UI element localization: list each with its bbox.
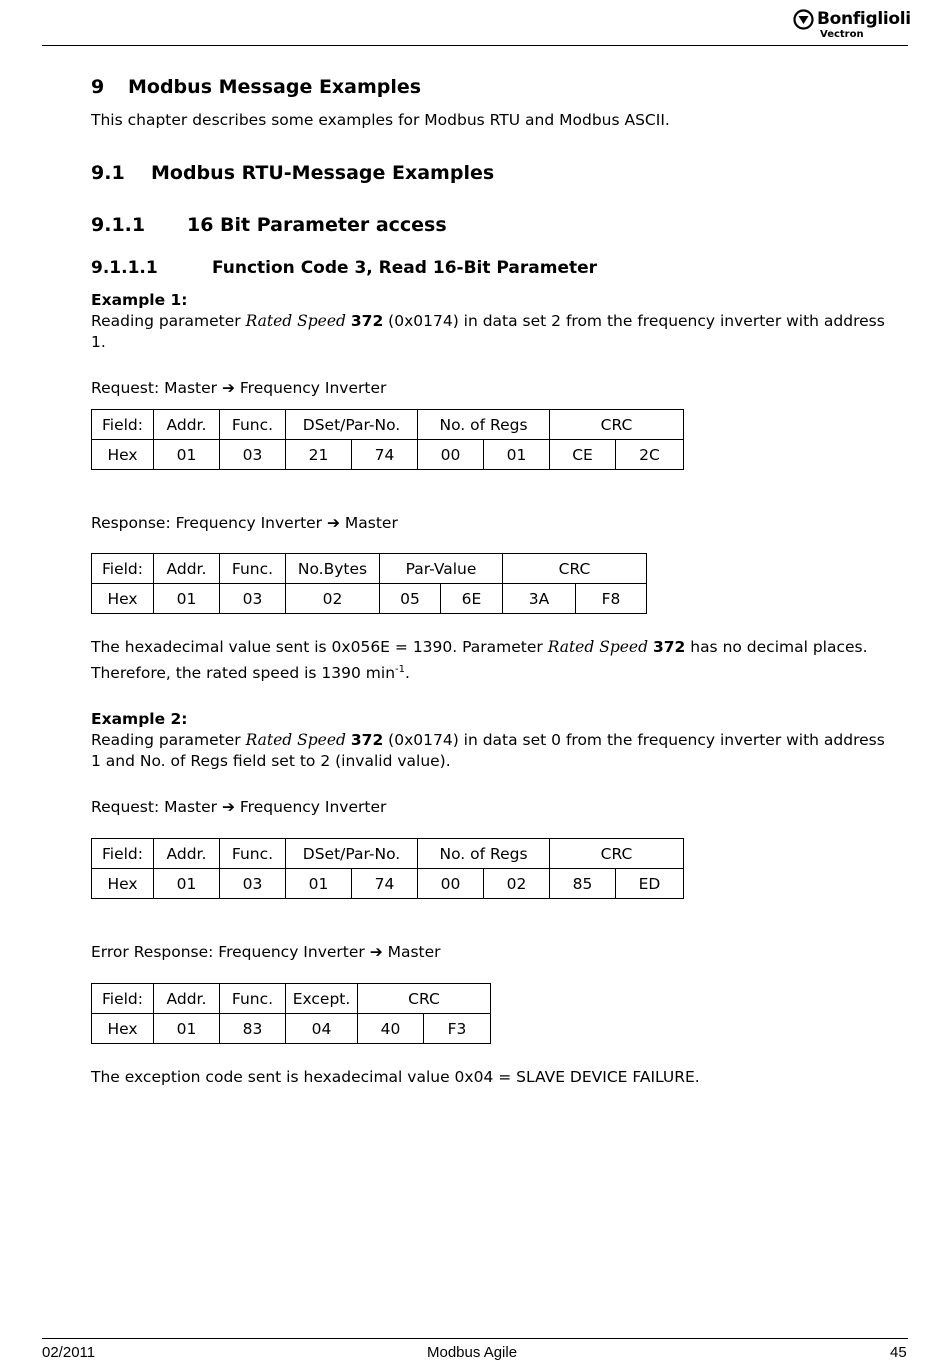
bonfiglioli-logo-icon: [793, 9, 814, 30]
header-cell: Field:: [92, 839, 154, 869]
header-cell: DSet/Par-No.: [286, 839, 418, 869]
header-cell: Addr.: [154, 554, 220, 584]
example-1-param-name: Rated Speed: [245, 312, 346, 330]
table-cell: 3A: [503, 584, 576, 614]
header-cell: No. of Regs: [418, 839, 550, 869]
table-cell: 01: [154, 1014, 220, 1044]
example-1-note-b: has no decimal places.: [685, 638, 868, 656]
section-9-1-1-1-number: 9.1.1.1: [91, 258, 158, 278]
example-1-text-a: Reading parameter: [91, 312, 246, 330]
example-1-request-table: [91, 409, 684, 470]
example-1-response-caption: Response: Frequency Inverter ➔ Master: [91, 514, 398, 532]
footer-title: Modbus Agile: [427, 1344, 518, 1361]
example-1-note: [91, 637, 868, 658]
table-cell: Hex: [92, 440, 154, 470]
header-cell: Addr.: [154, 984, 220, 1014]
example-2-param-num: 372: [350, 731, 384, 749]
example-1-note-param-num: 372: [652, 638, 686, 656]
example-2-param-name: Rated Speed: [245, 731, 346, 749]
header-cell: Field:: [92, 554, 154, 584]
example-1-note-param-name: Rated Speed: [547, 638, 649, 656]
table-cell: 02: [484, 869, 550, 899]
table-cell: 02: [286, 584, 380, 614]
logo-brand: Bonfiglioli: [817, 9, 911, 29]
table-header-row: [92, 839, 684, 869]
example-1-note-c: Therefore, the rated speed is 1390 min: [91, 664, 396, 682]
example-2-request-caption: Request: Master ➔ Frequency Inverter: [91, 798, 387, 816]
example-1-note-sup: -1: [395, 663, 406, 675]
header-cell: Func.: [220, 554, 286, 584]
table-cell: 01: [154, 869, 220, 899]
table-cell: 85: [550, 869, 616, 899]
header-cell: Func.: [220, 410, 286, 440]
example-2-text-b: (0x0174) in data set 0 from the frequency inverter with address: [383, 731, 885, 749]
example-1-text-c: 1.: [91, 333, 106, 351]
table-header-row: [92, 410, 684, 440]
header-cell: Except.: [286, 984, 358, 1014]
example-2-label: Example 2:: [91, 710, 188, 728]
table-cell: CE: [550, 440, 616, 470]
example-2-request-table: [91, 838, 684, 899]
table-cell: 74: [352, 869, 418, 899]
section-9-number: 9: [91, 76, 105, 98]
section-9-1-1-number: 9.1.1: [91, 214, 146, 236]
header-cell: No. of Regs: [418, 410, 550, 440]
table-header-row: [92, 984, 491, 1014]
header-cell: Field:: [92, 410, 154, 440]
table-cell: 74: [352, 440, 418, 470]
footer-rule: [42, 1338, 908, 1339]
header-rule: [42, 45, 908, 46]
header-cell: Addr.: [154, 839, 220, 869]
table-cell: 05: [380, 584, 441, 614]
logo-sub: Vectron: [820, 29, 864, 40]
section-9-1-title: Modbus RTU-Message Examples: [151, 162, 495, 184]
table-cell: 00: [418, 440, 484, 470]
footer-date: 02/2011: [42, 1344, 96, 1361]
example-2-text: [91, 730, 885, 751]
header-cell: DSet/Par-No.: [286, 410, 418, 440]
table-cell: ED: [616, 869, 684, 899]
section-9-1-1-1-title: Function Code 3, Read 16-Bit Parameter: [212, 258, 598, 278]
section-9-1-number: 9.1: [91, 162, 125, 184]
example-2-note: The exception code sent is hexadecimal value 0x04 = SLAVE DEVICE FAILURE.: [91, 1068, 700, 1086]
table-cell: 00: [418, 869, 484, 899]
table-cell: 21: [286, 440, 352, 470]
section-9-1-1-title: 16 Bit Parameter access: [187, 214, 447, 236]
table-cell: 83: [220, 1014, 286, 1044]
header-cell: CRC: [550, 839, 684, 869]
header-cell: CRC: [503, 554, 647, 584]
table-row: [92, 440, 684, 470]
table-cell: F3: [424, 1014, 491, 1044]
table-cell: 6E: [441, 584, 503, 614]
table-cell: F8: [576, 584, 647, 614]
example-2-error-table: [91, 983, 491, 1044]
example-1-note-line2: [91, 663, 410, 684]
header-cell: Addr.: [154, 410, 220, 440]
table-cell: 03: [220, 869, 286, 899]
header-cell: No.Bytes: [286, 554, 380, 584]
header-cell: CRC: [358, 984, 491, 1014]
table-cell: Hex: [92, 1014, 154, 1044]
example-2-error-caption: Error Response: Frequency Inverter ➔ Master: [91, 943, 441, 961]
section-9-title: Modbus Message Examples: [128, 76, 422, 98]
example-2-text-a: Reading parameter: [91, 731, 246, 749]
header-cell: Par-Value: [380, 554, 503, 584]
table-cell: 01: [286, 869, 352, 899]
header-cell: Field:: [92, 984, 154, 1014]
table-header-row: [92, 554, 647, 584]
table-row: [92, 1014, 491, 1044]
example-1-text: [91, 311, 885, 332]
example-1-param-num: 372: [350, 312, 384, 330]
table-cell: Hex: [92, 584, 154, 614]
header-cell: CRC: [550, 410, 684, 440]
footer-page-number: 45: [890, 1344, 907, 1361]
example-2-text-c: 1 and No. of Regs field set to 2 (invalid value).: [91, 752, 451, 770]
table-cell: 04: [286, 1014, 358, 1044]
section-9-intro: This chapter describes some examples for Modbus RTU and Modbus ASCII.: [91, 111, 670, 129]
table-cell: 03: [220, 584, 286, 614]
table-cell: Hex: [92, 869, 154, 899]
table-row: [92, 584, 647, 614]
example-1-text-b: (0x0174) in data set 2 from the frequency inverter with address: [383, 312, 885, 330]
table-cell: 01: [484, 440, 550, 470]
table-cell: 2C: [616, 440, 684, 470]
example-1-response-table: [91, 553, 647, 614]
example-1-request-caption: Request: Master ➔ Frequency Inverter: [91, 379, 387, 397]
example-1-note-a: The hexadecimal value sent is 0x056E = 1390. Parameter: [91, 638, 548, 656]
table-cell: 03: [220, 440, 286, 470]
header-cell: Func.: [220, 984, 286, 1014]
table-row: [92, 869, 684, 899]
header-cell: Func.: [220, 839, 286, 869]
table-cell: 40: [358, 1014, 424, 1044]
example-1-label: Example 1:: [91, 291, 188, 309]
company-logo: [793, 7, 913, 43]
table-cell: 01: [154, 584, 220, 614]
table-cell: 01: [154, 440, 220, 470]
example-1-note-end: .: [405, 664, 410, 682]
